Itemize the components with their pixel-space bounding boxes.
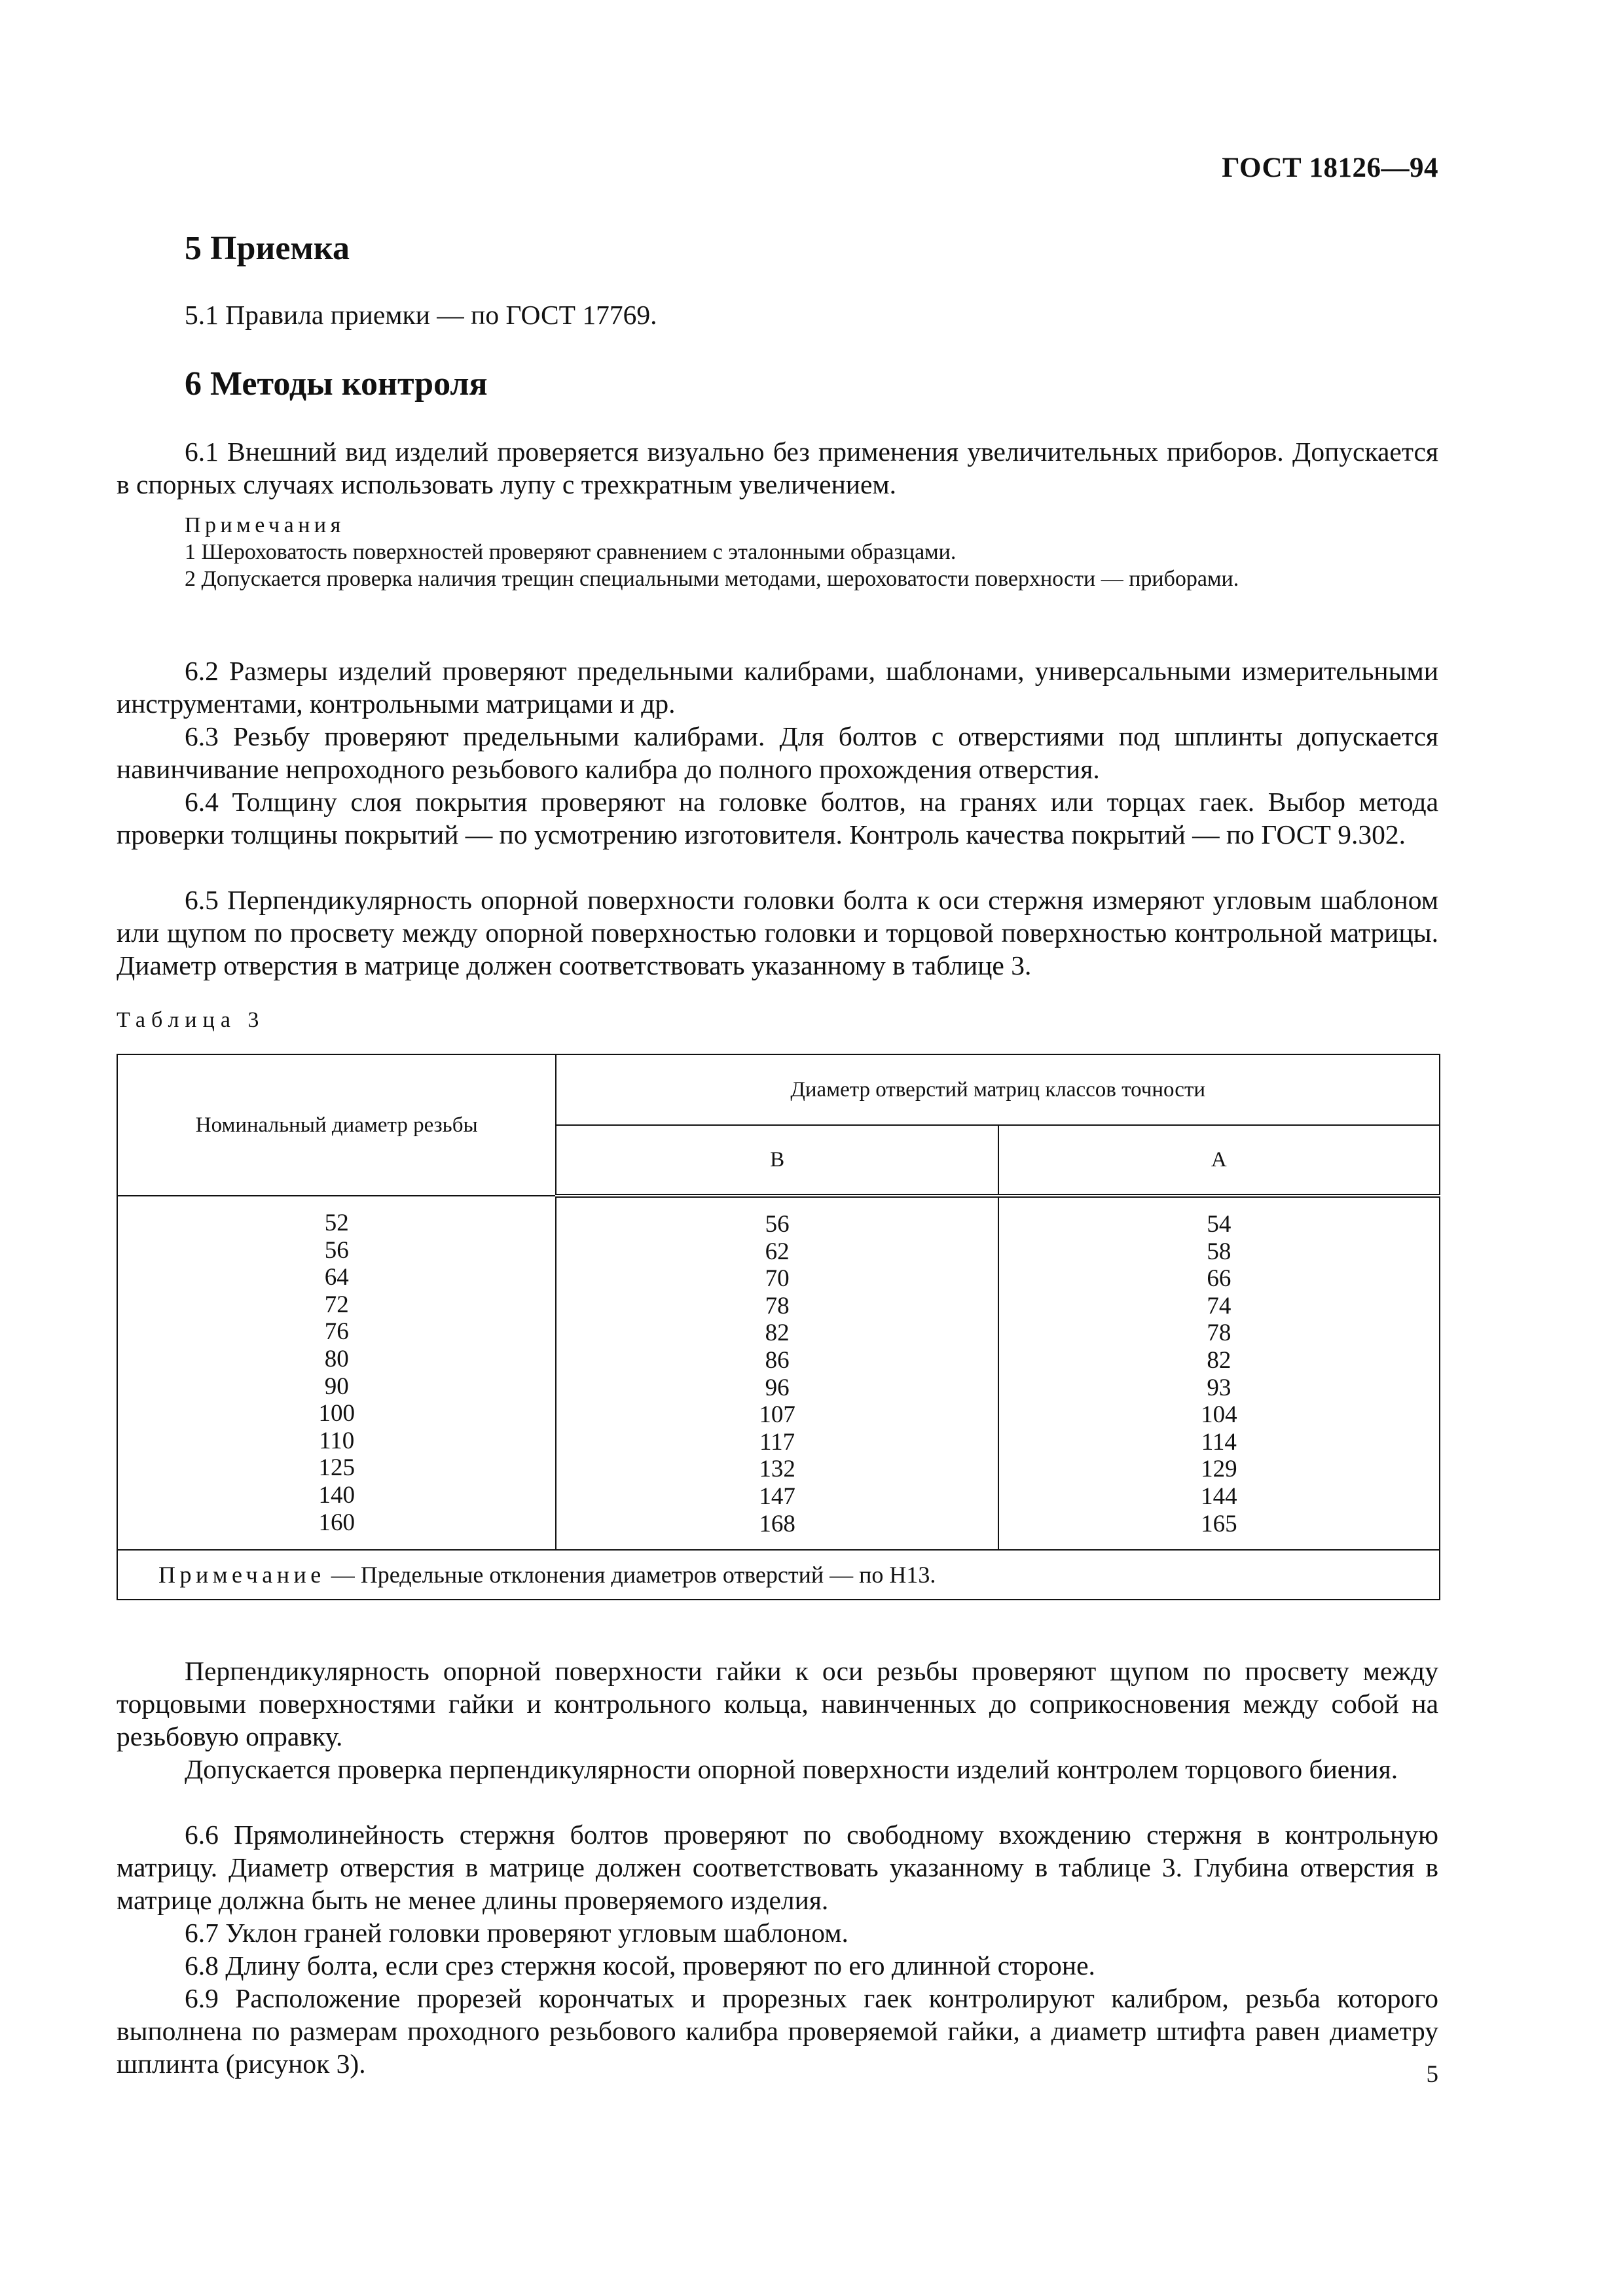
paragraph-6-6: 6.6 Прямолинейность стержня болтов проверяют по свободному вхождению стержня в контрольную матрицу. Диаметр отверстия в матрице должен соответствовать указанному в таблице 3. Глубина отверстия в матрице должна быть не менее длины проверяемого изделия. (117, 1820, 1438, 1915)
paragraph-5-1: 5.1 Правила приемки — по ГОСТ 17769. (185, 300, 657, 330)
page-number: 5 (1426, 2061, 1438, 2088)
class-a-value: 144 (1201, 1482, 1237, 1510)
nominal-diameter-value: 90 (324, 1372, 349, 1400)
class-b-value: 78 (765, 1292, 790, 1319)
paragraph-6-5: 6.5 Перпендикулярность опорной поверхности головки болта к оси стержня измеряют угловым шаблоном или щупом по просвету между опорной поверхностью головки и торцовой поверхностью контрольной матрицы. Диаметр отверстия в матрице должен соответствовать указанному в таблице 3. (117, 885, 1438, 980)
nominal-diameter-value: 160 (318, 1509, 355, 1536)
section-5-heading: 5 Приемка (185, 230, 350, 267)
class-b-value: 132 (759, 1456, 795, 1483)
section-6-heading: 6 Методы контроля (185, 365, 488, 403)
class-b-value: 62 (765, 1238, 790, 1265)
class-b-value: 107 (759, 1401, 795, 1429)
class-b-value: 70 (765, 1265, 790, 1293)
class-b-value: 147 (759, 1482, 795, 1510)
header-class-a: А (998, 1125, 1440, 1196)
document-code: ГОСТ 18126—94 (1222, 152, 1438, 183)
nominal-diameter-value: 76 (324, 1318, 349, 1346)
class-b-value: 96 (765, 1374, 790, 1401)
table-note-text: — Предельные отклонения диаметров отверстий — по Н13. (325, 1562, 936, 1588)
header-matrix-diameter: Диаметр отверстий матриц классов точности (556, 1054, 1440, 1125)
class-a-value: 66 (1207, 1265, 1231, 1293)
paragraph-nut-perpendicularity: Перпендикулярность опорной поверхности гайки к оси резьбы проверяют щупом по просвету между торцовыми поверхностями гайки и контрольного кольца, навинченных до соприкосновения между собой на резьбовую оправку. (117, 1656, 1438, 1751)
class-b-column (556, 1196, 998, 1550)
class-a-value: 82 (1207, 1346, 1231, 1374)
class-a-value: 114 (1201, 1428, 1237, 1456)
nominal-diameter-value: 110 (319, 1427, 355, 1454)
note-2: 2 Допускается проверка наличия трещин специальными методами, шероховатости поверхности — приборами. (185, 567, 1239, 591)
class-b-value: 82 (765, 1319, 790, 1347)
paragraph-6-4: 6.4 Толщину слоя покрытия проверяют на головке болтов, на гранях или торцах гаек. Выбор метода проверки толщины покрытий — по усмотрению изготовителя. Контроль качества покрытий — по ГОСТ 9.302. (117, 787, 1438, 850)
header-nominal-diameter: Номинальный диаметр резьбы (117, 1054, 556, 1196)
nominal-diameter-value: 72 (324, 1291, 349, 1318)
note-1: 1 Шероховатость поверхностей проверяют сравнением с эталонными образцами. (185, 540, 957, 564)
notes-heading: Примечания (185, 513, 345, 537)
class-a-value: 54 (1207, 1211, 1231, 1238)
nominal-diameter-value: 140 (318, 1481, 355, 1509)
table-3 (117, 1054, 1440, 1600)
paragraph-6-1: 6.1 Внешний вид изделий проверяется визуально без применения увеличительных приборов. Допускается в спорных случаях использовать лупу с трехкратным увеличением. (117, 437, 1438, 499)
class-a-value: 93 (1207, 1374, 1231, 1401)
nominal-diameter-value: 56 (324, 1236, 349, 1264)
class-b-value: 117 (759, 1428, 795, 1456)
class-a-value: 58 (1207, 1238, 1231, 1265)
class-b-value: 168 (759, 1510, 795, 1537)
header-class-b: В (556, 1125, 998, 1196)
class-a-value: 74 (1207, 1292, 1231, 1319)
class-a-value: 104 (1201, 1401, 1237, 1429)
paragraph-6-9: 6.9 Расположение прорезей корончатых и прорезных гаек контролируют калибром, резьба которого выполнена по размерам проходного резьбового калибра проверяемой гайки, а диаметр штифта равен диаметру шплинта (рисунок 3). (117, 1983, 1438, 2079)
paragraph-6-7: 6.7 Уклон граней головки проверяют угловым шаблоном. (185, 1918, 848, 1948)
notes-block (117, 512, 1438, 592)
nominal-diameter-column (117, 1196, 556, 1550)
nominal-diameter-value: 80 (324, 1345, 349, 1372)
table-note (117, 1550, 1440, 1600)
nominal-diameter-value: 125 (318, 1454, 355, 1482)
nominal-diameter-value: 100 (318, 1400, 355, 1427)
paragraph-6-3: 6.3 Резьбу проверяют предельными калибрами. Для болтов с отверстиями под шплинты допускается навинчивание непроходного резьбового калибра до полного прохождения отверстия. (117, 721, 1438, 784)
class-a-value: 129 (1201, 1456, 1237, 1483)
class-a-column (998, 1196, 1440, 1550)
table-note-label: Примечание (158, 1562, 325, 1588)
class-b-value: 56 (765, 1211, 790, 1238)
nominal-diameter-value: 52 (324, 1210, 349, 1236)
class-b-value: 86 (765, 1346, 790, 1374)
class-a-value: 165 (1201, 1510, 1237, 1537)
class-a-value: 78 (1207, 1319, 1231, 1347)
paragraph-6-8: 6.8 Длину болта, если срез стержня косой, проверяют по его длинной стороне. (185, 1950, 1095, 1981)
paragraph-runout: Допускается проверка перпендикулярности опорной поверхности изделий контролем торцового биения. (185, 1754, 1398, 1784)
paragraph-6-2: 6.2 Размеры изделий проверяют предельными калибрами, шаблонами, универсальными измерительными инструментами, контрольными матрицами и др. (117, 656, 1438, 719)
nominal-diameter-value: 64 (324, 1264, 349, 1291)
table-caption: Таблица 3 (117, 1008, 265, 1032)
